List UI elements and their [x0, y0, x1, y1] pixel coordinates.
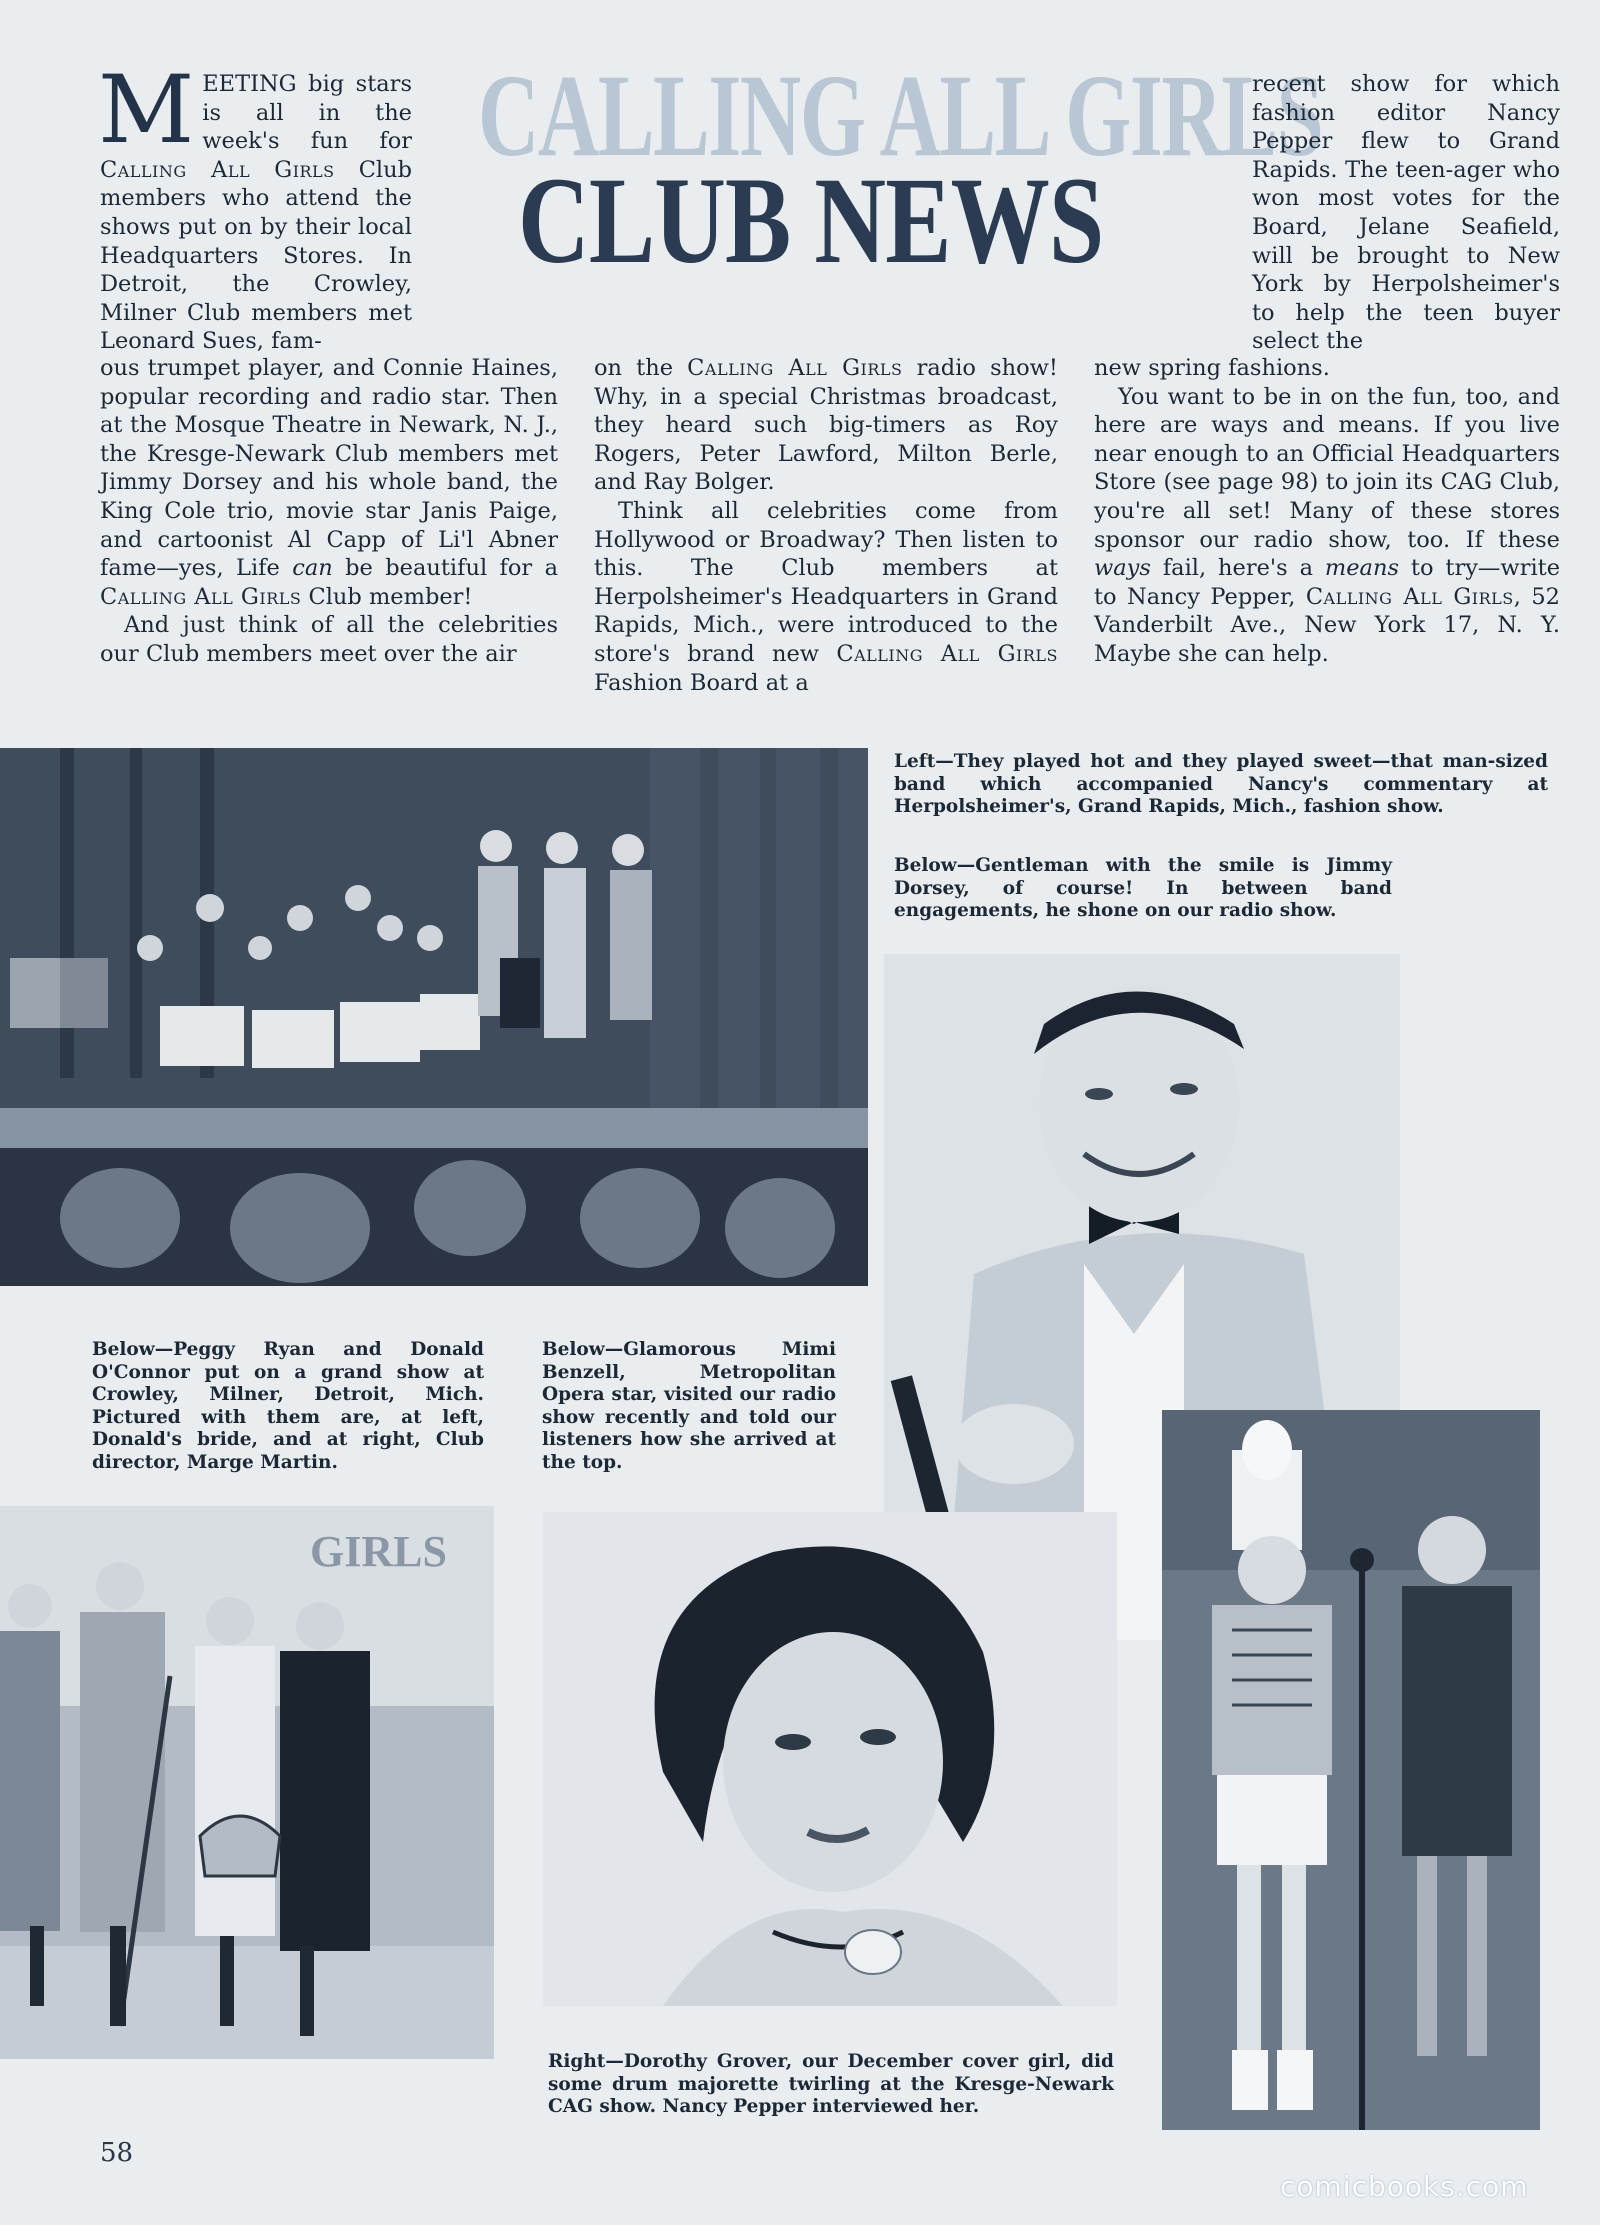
col2-p2-text-b: Fashion Board at a	[594, 669, 809, 696]
col1-text-3: Club member!	[301, 583, 473, 610]
intro-line-2: all in the week's fun	[202, 99, 412, 155]
intro-line-rest: Club members who attend the shows put on by their local Headquarters Stores. In Detroit, the Crowley, Milner Club members met Leonard Sues, fam-	[100, 156, 412, 355]
col3-means-italic: means	[1324, 555, 1400, 582]
col2-text: on the	[594, 355, 688, 381]
col1-can-italic: can	[292, 555, 333, 582]
article-col3	[1094, 354, 1560, 669]
mimi-benzell-photo	[543, 1512, 1117, 2006]
col1-text-2: be beautiful for a	[332, 555, 559, 582]
col1-paragraph-2: And just think of all the celebrities our Club members meet over the air	[100, 612, 558, 667]
intro-line-1: EETING big stars is	[202, 71, 412, 126]
band-stage-photo	[0, 748, 868, 1286]
stage-sign-text: GIRLS	[310, 1527, 447, 1576]
col1-cag: Calling All Girls	[100, 583, 302, 610]
col3-text: new spring fashions.	[1094, 355, 1330, 381]
caption-left-band: Left—They played hot and they played sweet—that man-sized band which accompanied Nancy's commentary at Herpolsheimer's, Grand Rapids, Mich., fashion show.	[894, 751, 1548, 817]
article-col3-top	[1252, 70, 1560, 356]
col3-p2-c: to try—write to Nancy Pepper,	[1094, 555, 1561, 610]
col3-p2-b: fail, here's a	[1150, 555, 1325, 582]
watermark: comicbooks.com	[1280, 2170, 1529, 2203]
caption-below-dorsey: Below—Gentleman with the smile is Jimmy Dorsey, of course! In between band engagements, he shone on our radio show.	[894, 855, 1392, 921]
caption-right-grover: Right—Dorothy Grover, our December cover girl, did some drum majorette twirling at the Kresge-Newark CAG show. Nancy Pepper interviewed her.	[548, 2051, 1114, 2117]
intro-cag-1: Calling All	[100, 156, 251, 183]
col3-top-text: recent show for which fashion editor Nancy Pepper flew to Grand Rapids. The teen-ager who won most votes for the Board, Jelane Seafield, will be brought to New York by Herpolsheimer's to help the teen buyer select the	[1252, 71, 1560, 355]
col3-ways-italic: ways	[1094, 555, 1151, 582]
article-col2	[594, 354, 1058, 697]
page-title: CLUB NEWS	[518, 152, 1104, 289]
intro-cag-2: Girls	[274, 156, 335, 183]
col2-p2-text: Think all celebrities come from Hollywood or Broadway? Then listen to this. The Club members at Herpolsheimer's Headquarters in Grand Rapids, Mich., were introduced to the store's brand new	[594, 497, 1058, 667]
intro-line-3: for	[379, 128, 413, 155]
col2-p2-cag: Calling All Girls	[836, 640, 1058, 667]
col2-text-b: radio show! Why, in a special Christmas broadcast, they heard such big-timers as Roy Rogers, Peter Lawford, Milton Berle, and Ray Bolger.	[594, 355, 1058, 496]
caption-below-benzell: Below—Glamorous Mimi Benzell, Metropolitan Opera star, visited our radio show recently and told our listeners how she arrived at the top.	[542, 1339, 836, 1473]
col3-cag: Calling All Girls	[1305, 583, 1514, 610]
article-col1-intro	[98, 56, 413, 356]
col2-cag: Calling All Girls	[687, 355, 903, 381]
col3-p2-d: , 52 Vanderbilt Ave., New York 17, N. Y. Maybe she can help.	[1094, 583, 1560, 667]
col1-text: ous trumpet player, and Connie Haines, popular recording and radio star. Then at the Mosque Theatre in Newark, N. J., the Kresge-Newark Club members met Jimmy Dorsey and his whole band, the King Cole trio, movie star Janis Paige, and cartoonist Al Capp of Li'l Abner fame—yes, Life	[100, 355, 558, 582]
page-number: 58	[100, 2138, 134, 2168]
drop-cap: M	[98, 56, 195, 165]
title-kicker: CALLING ALL GIRLS	[478, 50, 1323, 181]
col3-p2-a: You want to be in on the fun, too, and here are ways and means. If you live near enough to an Official Headquarters Store (see page 98) to join its CAG Club, you're all set! Many of these stores sponsor our radio show, too. If these	[1094, 383, 1560, 553]
dorothy-grover-photo	[1162, 1410, 1540, 2130]
article-col1	[100, 354, 558, 669]
peggy-ryan-photo	[0, 1506, 494, 2059]
caption-below-ryan: Below—Peggy Ryan and Donald O'Connor put on a grand show at Crowley, Milner, Detroit, Mich. Pictured with them are, at left, Donald's bride, and at right, Club director, Marge Martin.	[92, 1339, 484, 1473]
